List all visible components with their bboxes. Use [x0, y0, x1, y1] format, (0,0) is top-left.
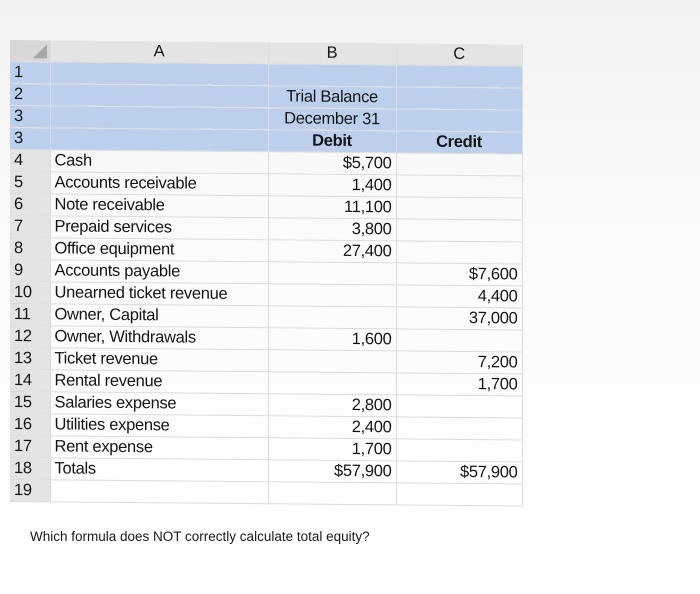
sheet-title-cell[interactable]: Trial Balance — [268, 86, 396, 109]
credit-cell[interactable] — [396, 219, 522, 242]
credit-header-cell[interactable]: Credit — [396, 131, 522, 154]
debit-cell[interactable]: 2,400 — [268, 416, 396, 439]
cell[interactable] — [396, 483, 522, 506]
account-name-cell[interactable]: Prepaid services — [50, 216, 268, 240]
row-number[interactable]: 17 — [10, 436, 50, 458]
trial-balance-table — [10, 40, 523, 506]
debit-cell[interactable]: 3,800 — [268, 218, 396, 241]
account-name-cell[interactable]: Owner, Withdrawals — [50, 326, 268, 350]
credit-cell[interactable] — [396, 439, 522, 462]
cell[interactable] — [50, 128, 268, 152]
row-number[interactable]: 1 — [10, 62, 50, 84]
account-name-cell[interactable]: Salaries expense — [50, 392, 268, 416]
debit-cell[interactable] — [268, 284, 396, 307]
account-name-cell[interactable]: Rental revenue — [50, 370, 268, 394]
row-number[interactable]: 3 — [10, 106, 50, 128]
row-number[interactable]: 12 — [10, 326, 50, 348]
account-name-cell[interactable]: Note receivable — [50, 194, 268, 218]
row-number[interactable]: 9 — [10, 260, 50, 282]
row-number[interactable]: 16 — [10, 414, 50, 436]
debit-cell[interactable] — [268, 372, 396, 395]
cell[interactable] — [396, 87, 522, 110]
credit-cell[interactable]: 7,200 — [396, 351, 522, 374]
cell[interactable] — [396, 65, 522, 88]
column-header-c[interactable]: C — [396, 43, 522, 66]
table-row — [10, 480, 522, 506]
credit-cell[interactable]: 4,400 — [396, 285, 522, 308]
credit-cell[interactable]: $57,900 — [396, 461, 522, 484]
select-all-corner[interactable] — [10, 40, 50, 62]
account-name-cell[interactable]: Ticket revenue — [50, 348, 268, 372]
account-name-cell[interactable]: Totals — [50, 458, 268, 482]
spreadsheet — [10, 40, 522, 499]
debit-cell[interactable]: $57,900 — [268, 460, 396, 483]
credit-cell[interactable] — [396, 153, 522, 176]
debit-cell[interactable] — [268, 262, 396, 285]
credit-cell[interactable]: $7,600 — [396, 263, 522, 286]
debit-cell[interactable] — [268, 350, 396, 373]
row-number[interactable]: 8 — [10, 238, 50, 260]
row-number[interactable]: 3 — [10, 128, 50, 150]
row-number[interactable]: 2 — [10, 84, 50, 106]
cell[interactable] — [268, 64, 396, 87]
account-name-cell[interactable]: Cash — [50, 150, 268, 174]
credit-cell[interactable] — [396, 417, 522, 440]
credit-cell[interactable]: 1,700 — [396, 373, 522, 396]
sheet-date-cell[interactable]: December 31 — [268, 108, 396, 131]
account-name-cell[interactable]: Office equipment — [50, 238, 268, 262]
debit-cell[interactable] — [268, 306, 396, 329]
cell[interactable] — [396, 109, 522, 132]
debit-cell[interactable]: $5,700 — [268, 152, 396, 175]
credit-cell[interactable] — [396, 395, 522, 418]
row-number[interactable]: 15 — [10, 392, 50, 414]
credit-cell[interactable] — [396, 329, 522, 352]
cell[interactable] — [50, 106, 268, 130]
row-number[interactable]: 14 — [10, 370, 50, 392]
column-header-b[interactable]: B — [268, 42, 396, 65]
debit-header-cell[interactable]: Debit — [268, 130, 396, 153]
cell[interactable] — [50, 480, 268, 504]
credit-cell[interactable]: 37,000 — [396, 307, 522, 330]
credit-cell[interactable] — [396, 241, 522, 264]
account-name-cell[interactable]: Accounts payable — [50, 260, 268, 284]
account-name-cell[interactable]: Rent expense — [50, 436, 268, 460]
row-number[interactable]: 11 — [10, 304, 50, 326]
debit-cell[interactable]: 1,400 — [268, 174, 396, 197]
question-text: Which formula does NOT correctly calculate total equity? — [30, 529, 370, 544]
credit-cell[interactable] — [396, 175, 522, 198]
debit-cell[interactable]: 1,600 — [268, 328, 396, 351]
account-name-cell[interactable]: Accounts receivable — [50, 172, 268, 196]
debit-cell[interactable]: 11,100 — [268, 196, 396, 219]
row-number[interactable]: 13 — [10, 348, 50, 370]
credit-cell[interactable] — [396, 197, 522, 220]
debit-cell[interactable]: 1,700 — [268, 438, 396, 461]
row-number[interactable]: 7 — [10, 216, 50, 238]
account-name-cell[interactable]: Utilities expense — [50, 414, 268, 438]
row-number[interactable]: 4 — [10, 150, 50, 172]
cell[interactable] — [50, 62, 268, 86]
cell[interactable] — [268, 482, 396, 505]
row-number[interactable]: 6 — [10, 194, 50, 216]
account-name-cell[interactable]: Unearned ticket revenue — [50, 282, 268, 306]
row-number[interactable]: 5 — [10, 172, 50, 194]
column-header-a[interactable]: A — [50, 40, 268, 63]
row-number[interactable]: 18 — [10, 458, 50, 480]
row-number[interactable]: 10 — [10, 282, 50, 304]
debit-cell[interactable]: 27,400 — [268, 240, 396, 263]
account-name-cell[interactable]: Owner, Capital — [50, 304, 268, 328]
row-number[interactable]: 19 — [10, 480, 50, 502]
debit-cell[interactable]: 2,800 — [268, 394, 396, 417]
cell[interactable] — [50, 84, 268, 108]
